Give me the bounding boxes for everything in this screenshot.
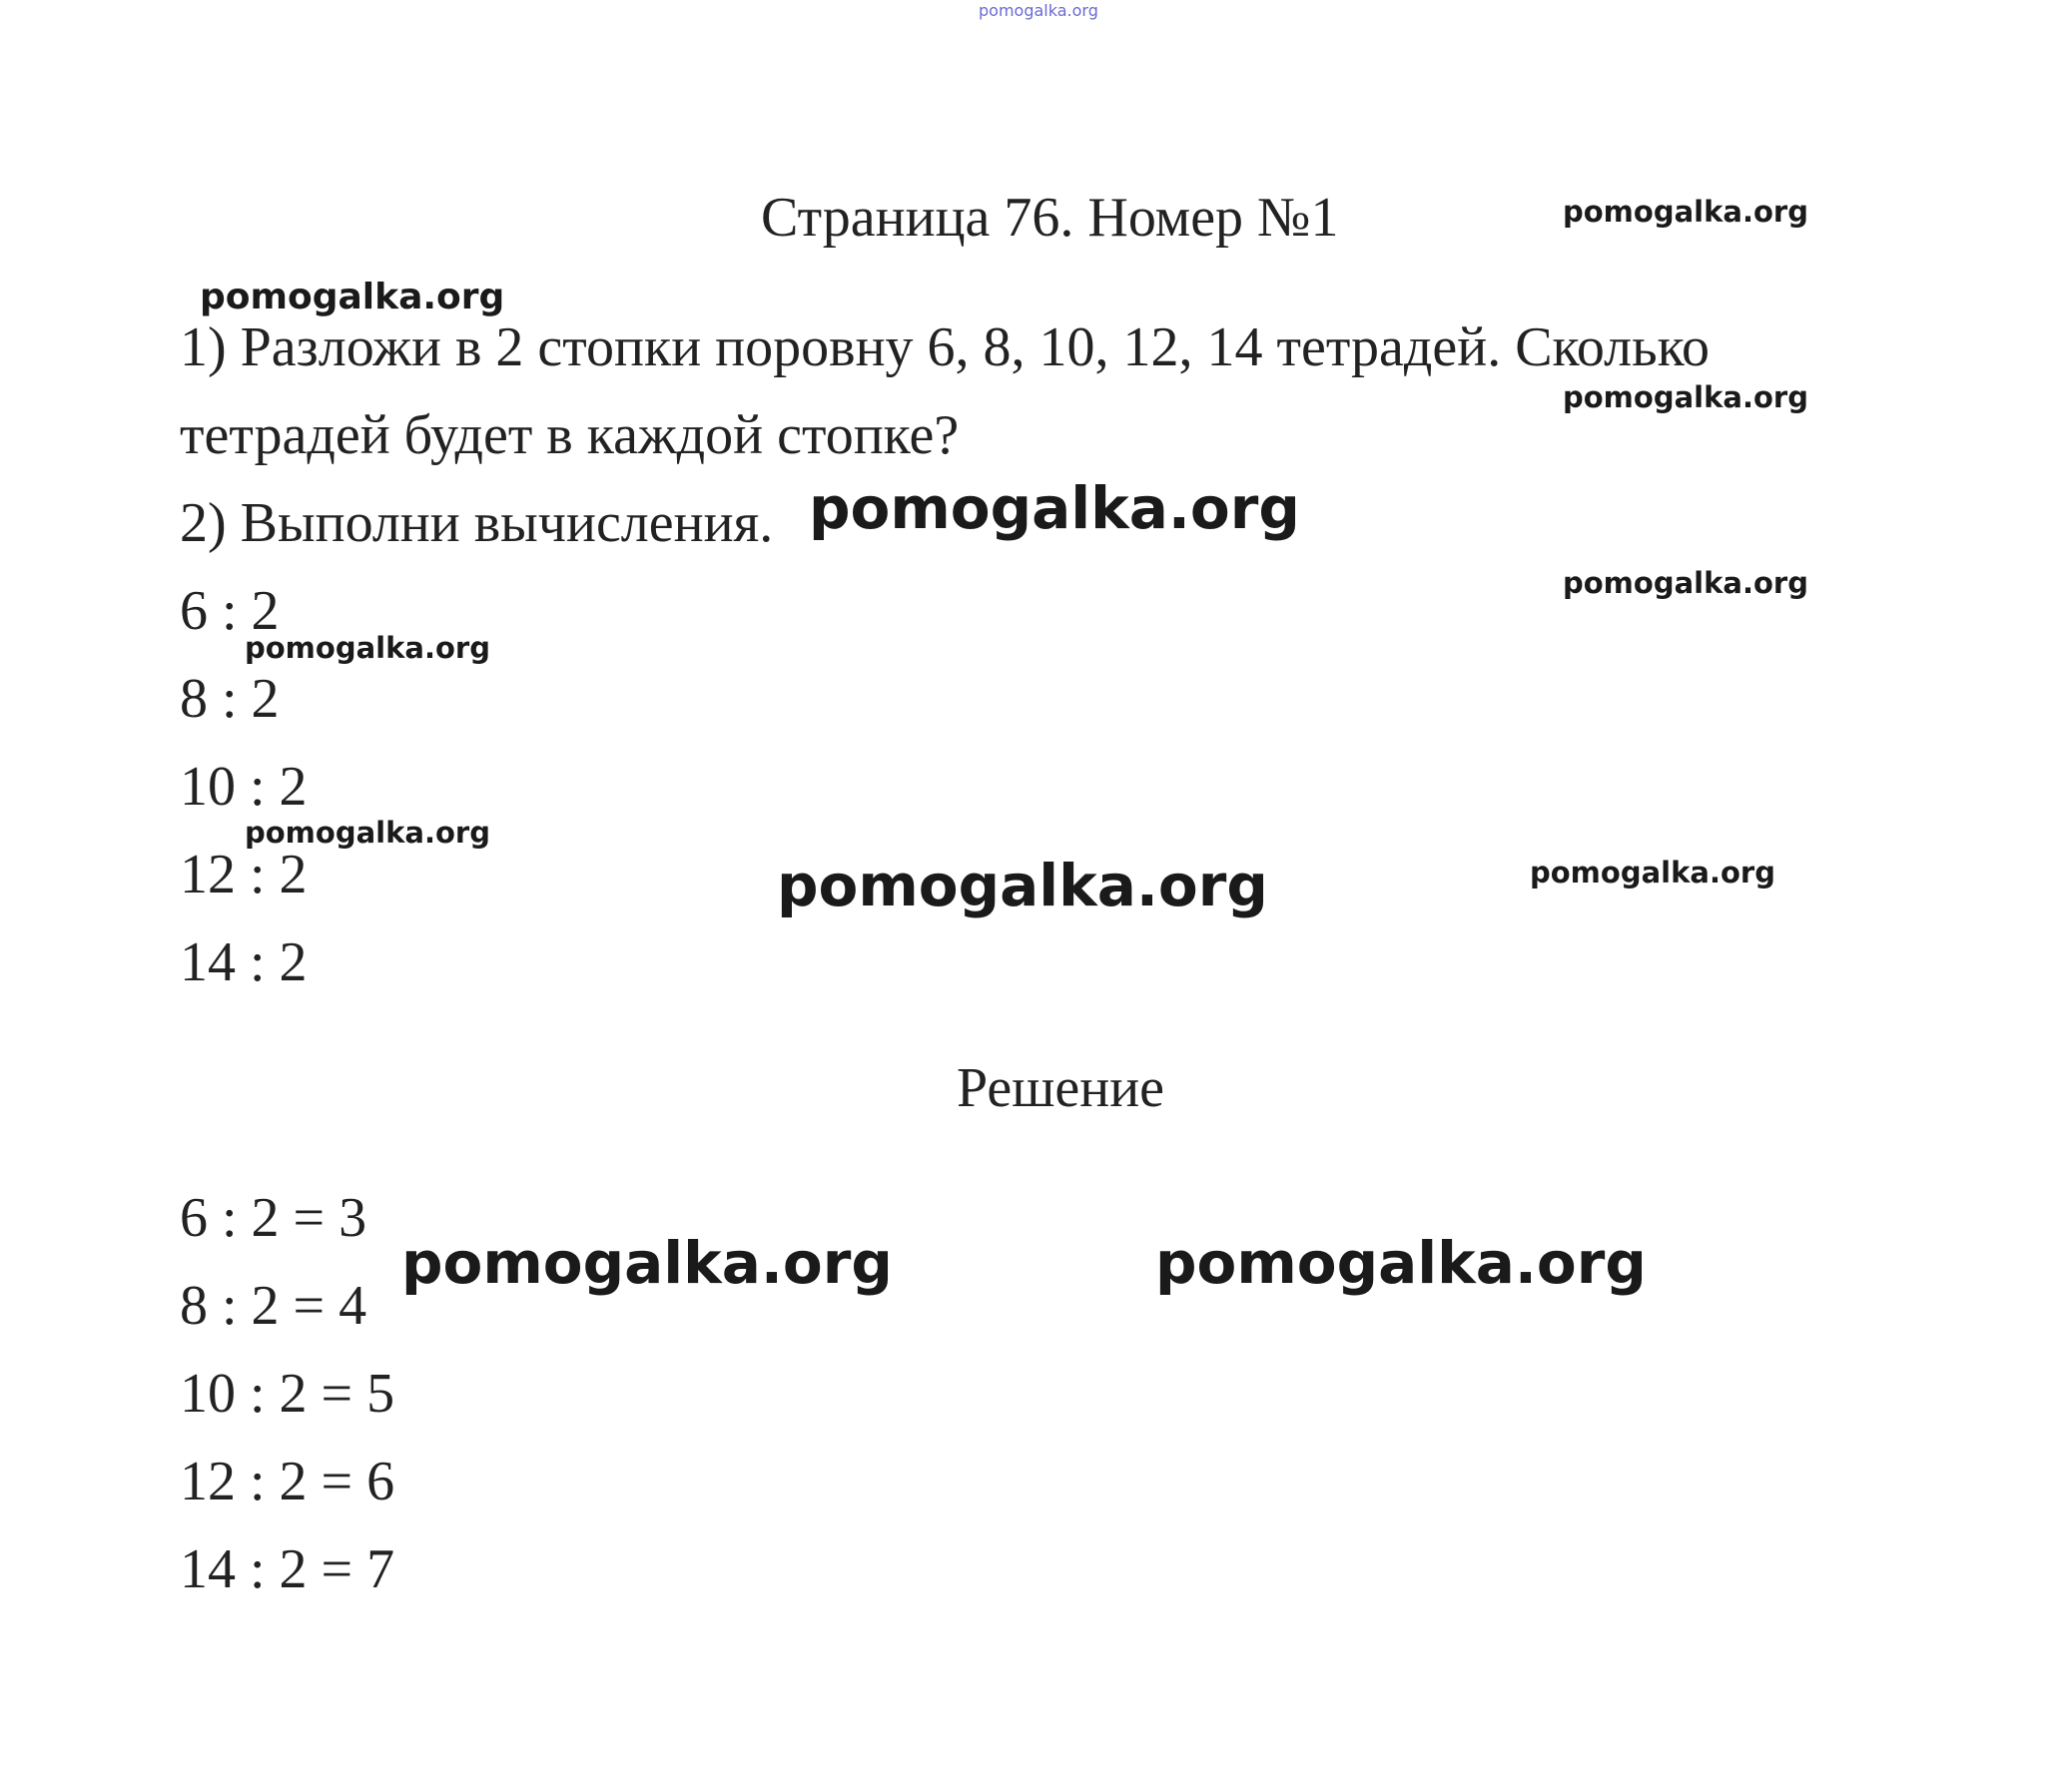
answer-3: 10 : 2 = 5 — [180, 1363, 395, 1425]
watermark-top: pomogalka.org — [979, 1, 1098, 20]
watermark: pomogalka.org — [1563, 566, 1808, 600]
task-line-1: 1) Разложи в 2 стопки поровну 6, 8, 10, 12, 14 тетрадей. Сколько — [180, 316, 1711, 378]
watermark: pomogalka.org — [1530, 856, 1775, 890]
watermark: pomogalka.org — [809, 474, 1300, 542]
watermark: pomogalka.org — [200, 277, 505, 317]
task-line-2: тетрадей будет в каждой стопке? — [180, 404, 960, 466]
watermark: pomogalka.org — [245, 816, 490, 850]
watermark: pomogalka.org — [245, 631, 490, 665]
solution-heading: Решение — [957, 1057, 1165, 1119]
page-title: Страница 76. Номер №1 — [761, 187, 1339, 249]
answer-2: 8 : 2 = 4 — [180, 1275, 367, 1337]
expression-5: 14 : 2 — [180, 931, 308, 993]
watermark: pomogalka.org — [1563, 380, 1808, 414]
expression-1: 6 : 2 — [180, 580, 280, 642]
answer-5: 14 : 2 = 7 — [180, 1538, 395, 1600]
expression-3: 10 : 2 — [180, 756, 308, 818]
task-line-3: 2) Выполни вычисления. — [180, 492, 774, 554]
expression-4: 12 : 2 — [180, 844, 308, 905]
answer-1: 6 : 2 = 3 — [180, 1187, 367, 1249]
expression-2: 8 : 2 — [180, 668, 280, 730]
watermark: pomogalka.org — [777, 852, 1268, 919]
answer-4: 12 : 2 = 6 — [180, 1451, 395, 1512]
watermark: pomogalka.org — [1155, 1229, 1647, 1297]
watermark: pomogalka.org — [401, 1229, 893, 1297]
watermark: pomogalka.org — [1563, 195, 1808, 229]
